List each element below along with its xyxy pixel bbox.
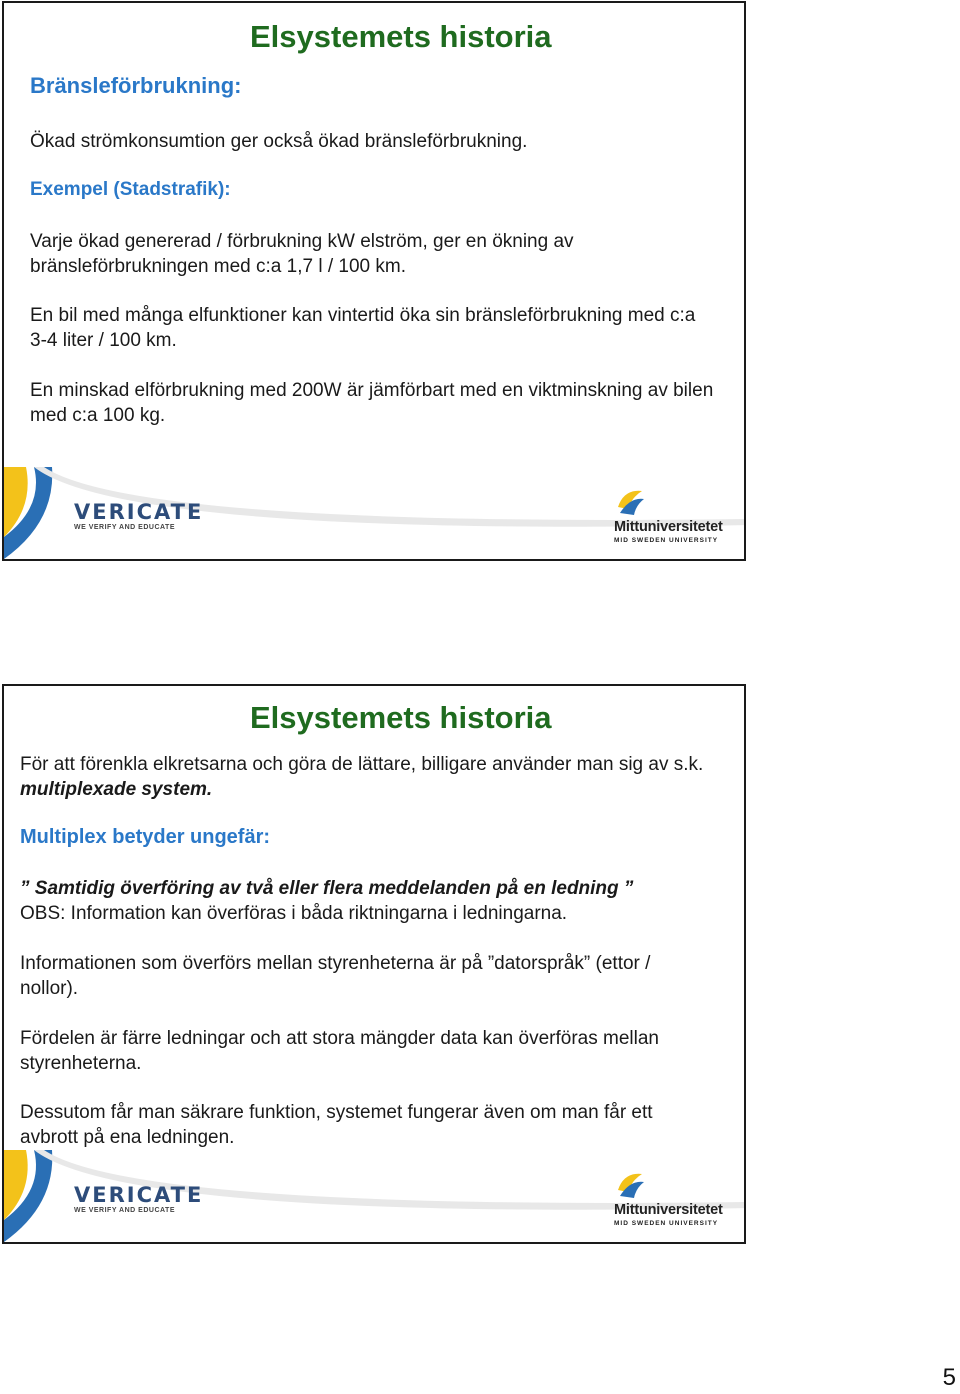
slide-1: [2, 1, 746, 561]
university-emblem-icon: [614, 485, 646, 517]
university-name: Mittuniversitetet: [614, 519, 723, 535]
vericate-tagline: WE VERIFY AND EDUCATE: [74, 524, 175, 531]
slide-2: [2, 684, 746, 1244]
university-emblem-icon: [614, 1168, 646, 1200]
page-number: 5: [942, 1364, 956, 1391]
vericate-tagline: WE VERIFY AND EDUCATE: [74, 1207, 175, 1214]
intro-text: För att förenkla elkretsarna och göra de lättare, billigare använder man sig av s.k.: [20, 754, 704, 775]
vericate-logo: [74, 1184, 203, 1214]
paragraph: Dessutom får man säkrare funktion, systemet fungerar även om man får ett avbrott på ena ledningen.: [20, 1102, 653, 1148]
slide-title: Elsystemets historia: [250, 700, 552, 735]
vericate-name: VERICATE: [74, 1183, 204, 1207]
section-heading: Bränsleförbrukning:: [30, 73, 242, 98]
university-name: Mittuniversitetet: [614, 1202, 723, 1218]
example-heading: Exempel (Stadstrafik):: [30, 179, 231, 200]
paragraph: En bil med många elfunktioner kan vintertid öka sin bränsleförbrukning med c:a 3-4 liter / 100 km.: [30, 305, 696, 351]
obs-note: OBS: Information kan överföras i båda riktningarna i ledningarna.: [20, 903, 568, 924]
university-subtitle: MID SWEDEN UNIVERSITY: [614, 1220, 719, 1227]
paragraph: En minskad elförbrukning med 200W är jämförbart med en viktminskning av bilen med c:a 100 kg.: [30, 380, 714, 426]
intro-paragraph: [20, 752, 736, 802]
slide-footer: [4, 1150, 744, 1242]
slide-footer: [4, 467, 744, 559]
paragraph: Varje ökad genererad / förbrukning kW elström, ger en ökning av bränsleförbrukningen med c:a 1,7 l / 100 km.: [30, 231, 574, 277]
vericate-name: VERICATE: [74, 500, 204, 524]
section-heading: Multiplex betyder ungefär:: [20, 826, 271, 848]
paragraph: Fördelen är färre ledningar och att stora mängder data kan överföras mellan styrenheterna.: [20, 1028, 659, 1074]
definition-text: ” Samtidig överföring av två eller flera meddelanden på en ledning ”: [20, 878, 634, 899]
university-subtitle: MID SWEDEN UNIVERSITY: [614, 537, 719, 544]
paragraph: Informationen som överförs mellan styrenheterna är på ”datorspråk” (ettor / nollor).: [20, 953, 651, 999]
paragraph: Ökad strömkonsumtion ger också ökad bränsleförbrukning.: [30, 131, 528, 152]
slide-title: Elsystemets historia: [250, 19, 552, 54]
intro-emphasis: multiplexade system.: [20, 779, 213, 800]
vericate-logo: [74, 501, 203, 531]
